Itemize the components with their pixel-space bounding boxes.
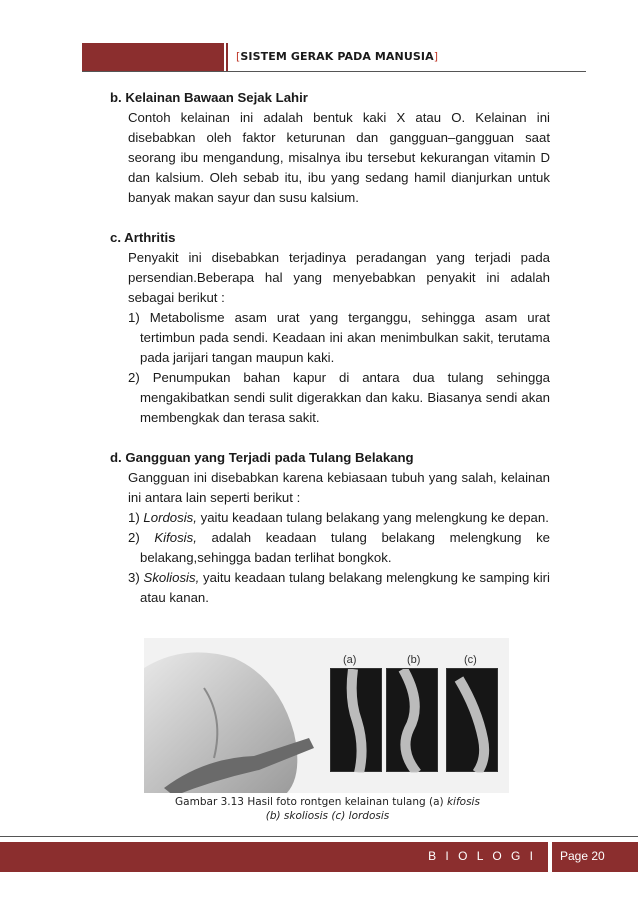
- section-paragraph: Gangguan ini disebabkan karena kebiasaan tubuh yang salah, kelainan ini antara lain seperti berikut :: [128, 470, 550, 505]
- xray-photo: [144, 638, 509, 796]
- xray-label-b: (b): [407, 654, 421, 666]
- header-accent-bar: [82, 43, 224, 71]
- footer-subject-bar: [0, 842, 548, 872]
- xray-kifosis: [330, 668, 382, 772]
- list-item: 2) Penumpukan bahan kapur di antara dua tulang sehingga mengakibatkan sendi sulit digerakkan dan kaku. Biasanya sendi akan membengkak dan terasa sakit.: [128, 370, 550, 425]
- list-item: 1) Metabolisme asam urat yang terganggu, sehingga asam urat tertimbun pada sendi. Keadaan ini akan menimbulkan sakit, terutama pada jarijari tangan maupun kaki.: [128, 310, 550, 365]
- section-b: [110, 88, 550, 208]
- list-item: 1) Lordosis, yaitu keadaan tulang belakang yang melengkung ke depan.: [128, 510, 549, 525]
- section-c: [110, 228, 550, 428]
- footer-subject: B I O L O G I: [428, 849, 536, 863]
- xray-skoliosis: [386, 668, 438, 772]
- list-item: 2) Kifosis, adalah keadaan tulang belakang melengkung ke belakang,sehingga badan terlihat bongkok.: [128, 530, 550, 565]
- xray-label-a: (a): [343, 654, 357, 666]
- term: Kifosis,: [154, 530, 197, 545]
- term: Skoliosis,: [143, 570, 200, 585]
- section-heading: c. Arthritis: [110, 230, 176, 245]
- section-heading: b. Kelainan Bawaan Sejak Lahir: [110, 90, 308, 105]
- footer-rule: [0, 836, 638, 837]
- figure: [134, 638, 521, 824]
- xray-lordosis: [446, 668, 498, 772]
- term: Lordosis,: [143, 510, 197, 525]
- page-number: Page 20: [560, 849, 605, 863]
- header-rule: [82, 71, 586, 72]
- section-d: [110, 448, 550, 608]
- section-paragraph: Penyakit ini disebabkan terjadinya peradangan yang terjadi pada persendian.Beberapa hal yang menyebabkan penyakit ini adalah sebagai berikut :: [128, 250, 550, 305]
- footer-page-box: [550, 842, 638, 872]
- section-heading: d. Gangguan yang Terjadi pada Tulang Belakang: [110, 450, 414, 465]
- xray-label-c: (c): [464, 654, 477, 666]
- section-paragraph: Contoh kelainan ini adalah bentuk kaki X atau O. Kelainan ini disebabkan oleh faktor keturunan dan gangguan–gangguan saat seorang ibu mengandung, misalnya ibu tersebut kekurangan vitamin D dan kalsium. Oleh sebab itu, ibu yang sedang hamil dianjurkan untuk banyak makan sayur dan susu kalsium.: [128, 110, 550, 205]
- list-item: 3) Skoliosis, yaitu keadaan tulang belakang melengkung ke samping kiri atau kanan.: [128, 570, 550, 605]
- figure-caption: Gambar 3.13 Hasil foto rontgen kelainan tulang (a) kifosis (b) skoliosis (c) lordosis: [134, 793, 521, 824]
- header-title: [SISTEM GERAK PADA MANUSIA]: [236, 50, 439, 63]
- page-body: [110, 88, 550, 628]
